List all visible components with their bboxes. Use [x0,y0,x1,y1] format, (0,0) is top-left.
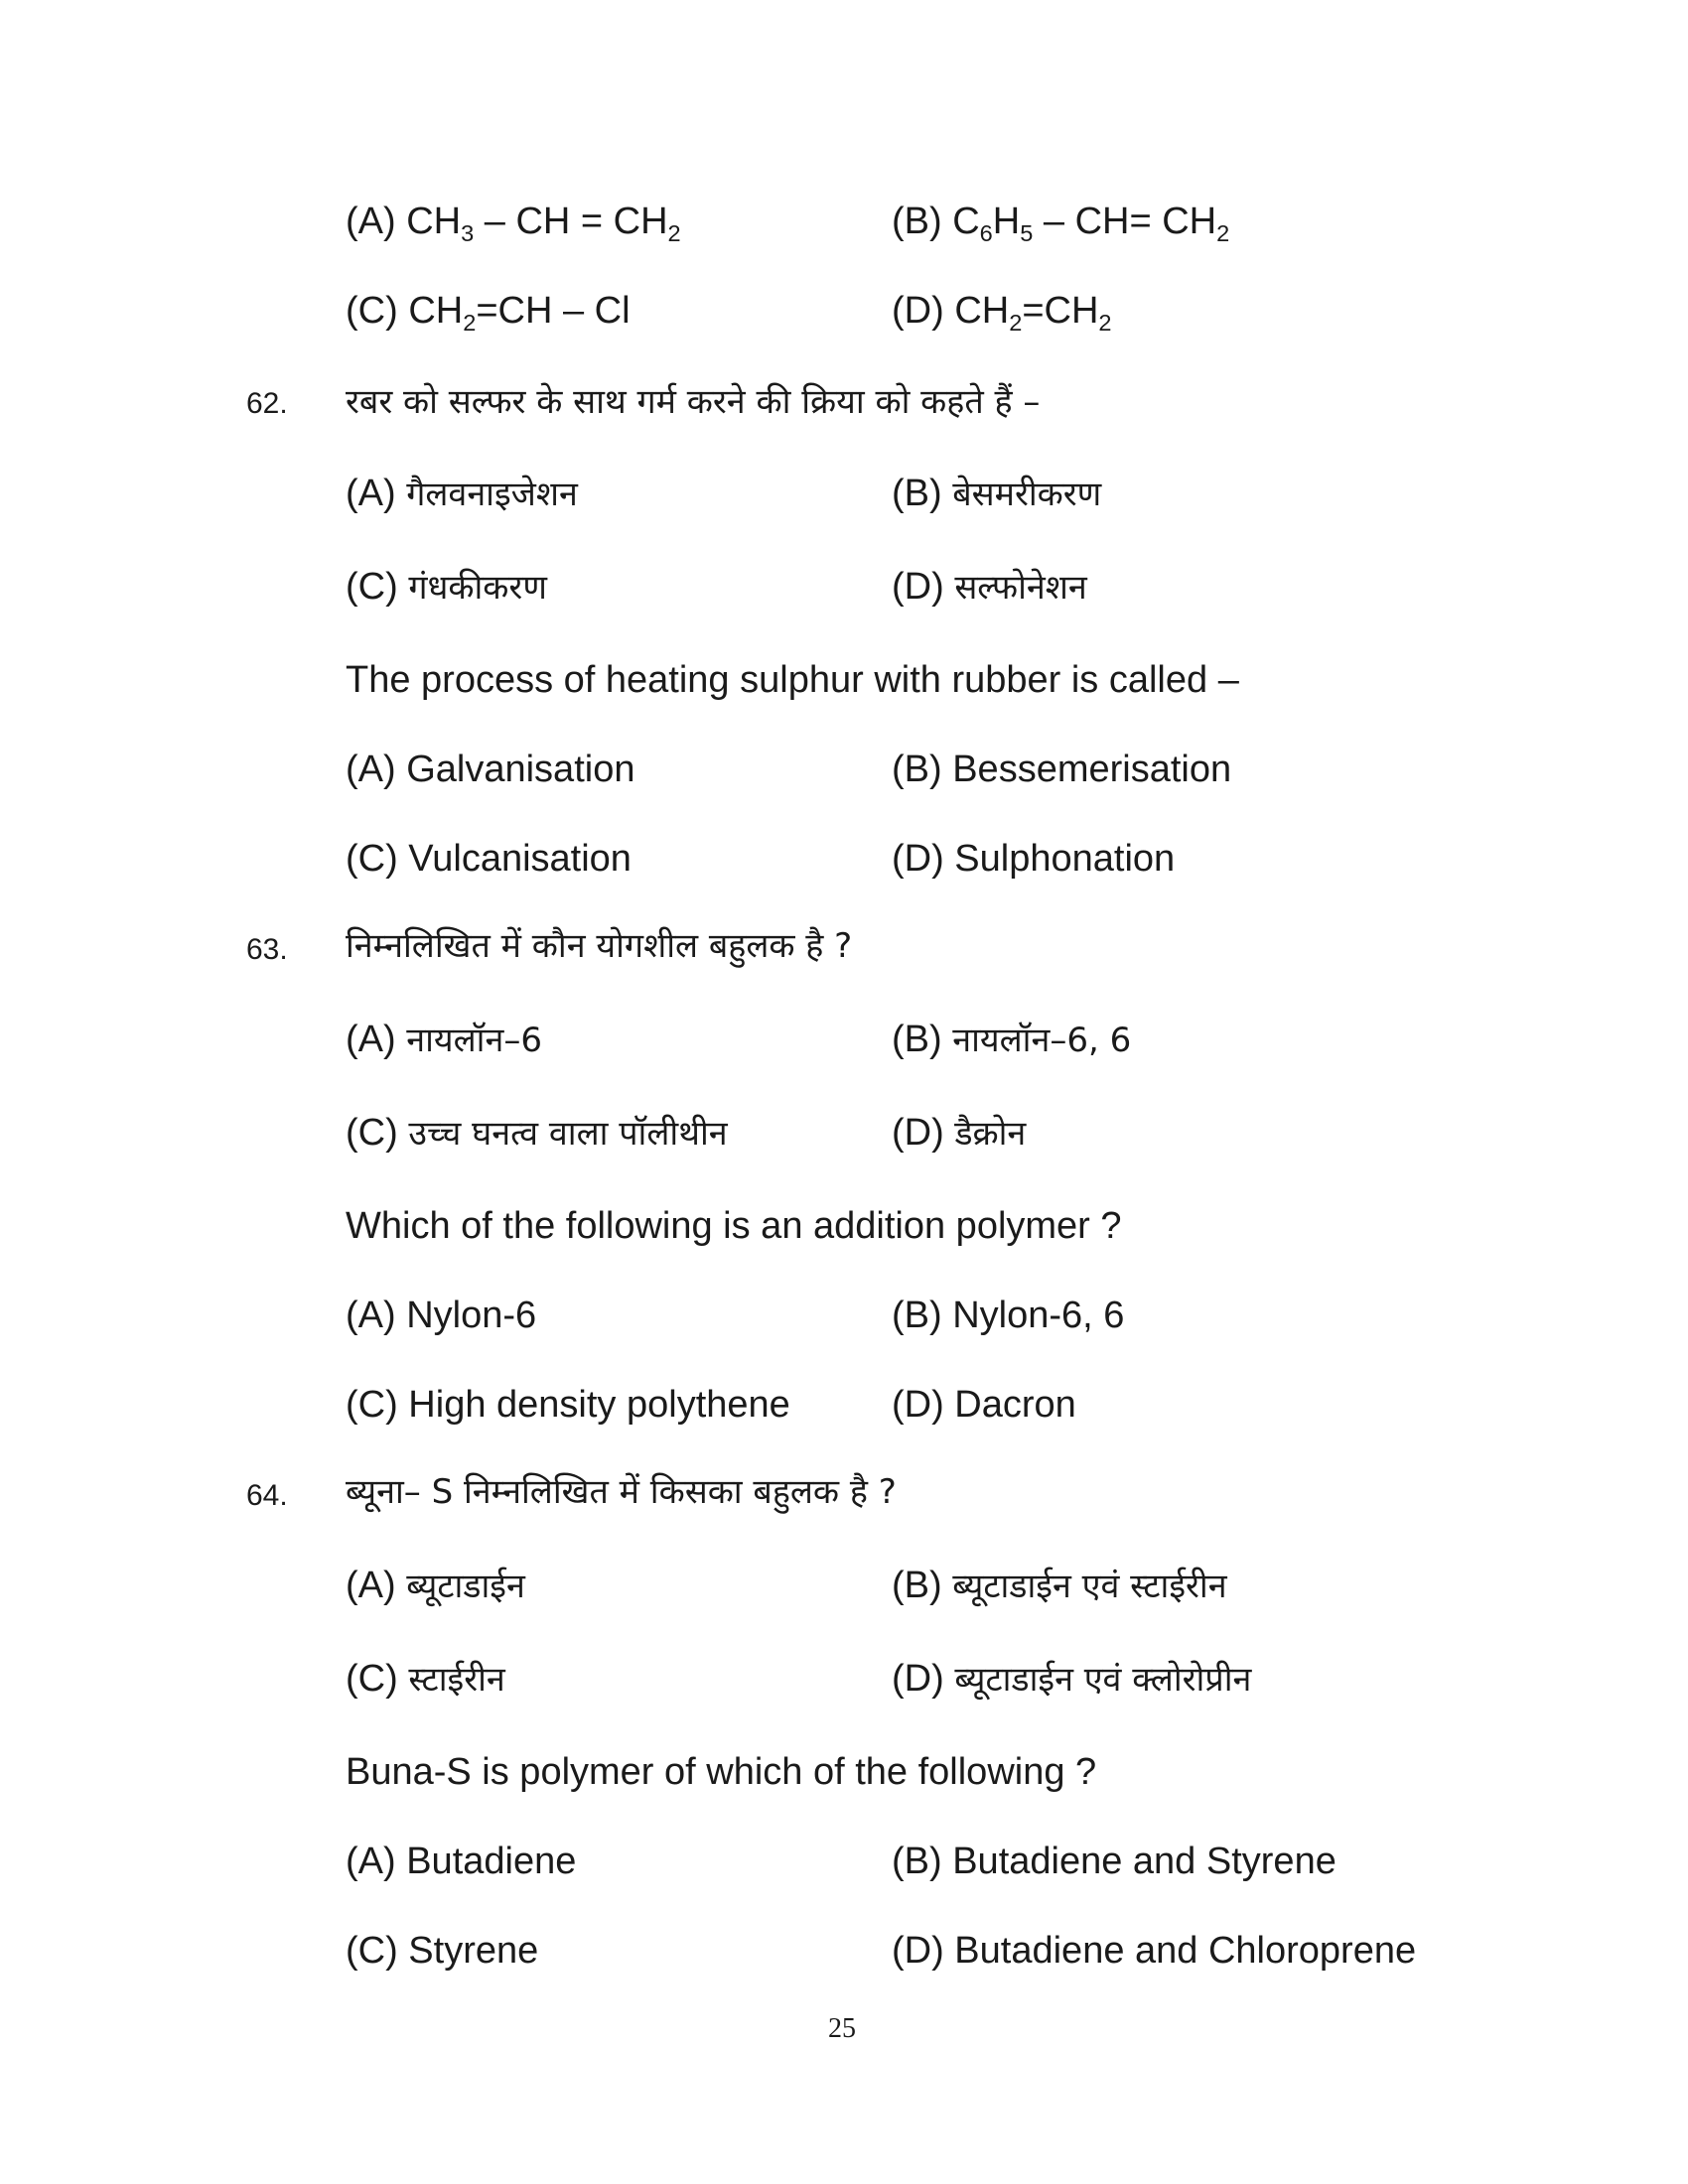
q64-hindi-option-a: (A) ब्यूटाडाईन [346,1565,525,1606]
q64-english-option-d: (D) Butadiene and Chloroprene [892,1930,1417,1972]
q62-hindi-option-a: (A) गैलवनाइजेशन [346,473,578,514]
q62-number: 62. [246,387,288,420]
q64-english-option-b: (B) Butadiene and Styrene [892,1841,1336,1882]
q63-hindi-option-c: (C) उच्च घनत्व वाला पॉलीथीन [346,1112,728,1154]
page-number: 25 [828,2013,856,2044]
q62-english-option-d: (D) Sulphonation [892,838,1176,880]
q62-english-option-a: (A) Galvanisation [346,749,635,790]
q64-english-option-a: (A) Butadiene [346,1841,577,1882]
q64-english-option-c: (C) Styrene [346,1930,539,1972]
q64-hindi-option-d: (D) ब्यूटाडाईन एवं क्लोरोप्रीन [892,1658,1252,1700]
q63-english-option-c: (C) High density polythene [346,1384,790,1426]
q61-option-c: (C) $CH_2=CH - Cl$ [346,290,631,337]
q63-english-question: Which of the following is an addition polymer ? [346,1205,1122,1247]
q61-option-d: (D) $CH_2=CH_2$ [892,290,1112,337]
q62-english-option-b: (B) Bessemerisation [892,749,1232,790]
q64-english-question: Buna-S is polymer of which of the following ? [346,1751,1097,1793]
q63-hindi-option-b: (B) नायलॉन–6, 6 [892,1019,1132,1060]
q61-option-b: (B) $C_6H_5 - CH= CH_2$ [892,201,1230,247]
q64-hindi-question: ब्यूना– S निम्नलिखित में किसका बहुलक है ? [346,1472,897,1512]
q62-hindi-option-b: (B) बेसमरीकरण [892,473,1102,514]
q63-hindi-option-d: (D) डैक्रोन [892,1112,1027,1154]
q62-hindi-option-c: (C) गंधकीकरण [346,566,547,608]
q63-english-option-d: (D) Dacron [892,1384,1076,1426]
q62-english-option-c: (C) Vulcanisation [346,838,632,880]
q62-english-question: The process of heating sulphur with rubber is called – [346,659,1239,701]
q64-hindi-option-c: (C) स्टाईरीन [346,1658,505,1700]
q63-number: 63. [246,933,288,966]
q63-hindi-option-a: (A) नायलॉन–6 [346,1019,542,1060]
q64-number: 64. [246,1479,288,1512]
q63-hindi-question: निम्नलिखित में कौन योगशील बहुलक है ? [346,926,853,966]
q61-option-a: (A) $CH_3$ – CH = $CH_2$ [346,201,681,247]
q62-hindi-question: रबर को सल्फर के साथ गर्म करने की क्रिया को कहते हैं – [346,382,1041,422]
q64-hindi-option-b: (B) ब्यूटाडाईन एवं स्टाईरीन [892,1565,1227,1606]
q63-english-option-a: (A) Nylon-6 [346,1295,537,1336]
q63-english-option-b: (B) Nylon-6, 6 [892,1295,1125,1336]
q62-hindi-option-d: (D) सल्फोनेशन [892,566,1087,608]
